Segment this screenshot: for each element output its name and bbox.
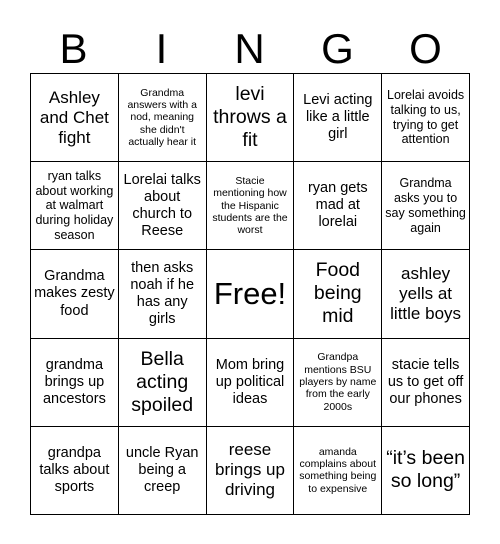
cell-text: ryan talks about working at walmart during holiday season	[35, 168, 114, 242]
bingo-cell[interactable]	[31, 74, 119, 162]
bingo-cell[interactable]	[207, 162, 295, 250]
cell-text: grandma brings up ancestors	[42, 356, 106, 407]
cell-text: reese brings up driving	[215, 440, 285, 500]
cell-text: Lorelai talks about church to Reese	[123, 171, 201, 239]
cell-text: Food being mid	[313, 259, 362, 328]
cell-text: Ashley and Chet fight	[39, 87, 109, 147]
cell-text: Bella acting spoiled	[131, 347, 194, 416]
bingo-cell[interactable]	[119, 250, 207, 338]
bingo-cell[interactable]	[207, 74, 295, 162]
header-letter-o: O	[409, 25, 443, 72]
cell-text: levi throws a fit	[213, 83, 287, 152]
cell-text: Stacie mentioning how the Hispanic students are the worst	[212, 174, 288, 237]
bingo-cell[interactable]	[382, 339, 470, 427]
bingo-cell[interactable]	[119, 339, 207, 427]
cell-text: ryan gets mad at lorelai	[307, 180, 368, 231]
header-letter-n: N	[234, 25, 266, 72]
cell-text: ashley yells at little boys	[390, 263, 462, 324]
cell-text: amanda complains about something being to expensive	[299, 445, 377, 495]
cell-text: uncle Ryan being a creep	[125, 444, 199, 495]
bingo-cell[interactable]	[31, 250, 119, 338]
cell-text: Free!	[213, 275, 287, 311]
cell-text: “it’s been so long”	[386, 447, 465, 493]
bingo-cell[interactable]	[31, 339, 119, 427]
free-space[interactable]	[207, 250, 295, 338]
bingo-cell[interactable]	[294, 250, 382, 338]
cell-text: then asks noah if he has any girls	[130, 259, 195, 328]
header-letter-g: G	[321, 25, 355, 72]
cell-text: Grandpa mentions BSU players by name from the early 2000s	[299, 351, 377, 413]
bingo-cell[interactable]	[207, 339, 295, 427]
cell-text: stacie tells us to get off our phones	[387, 356, 464, 407]
bingo-header	[30, 24, 470, 74]
bingo-cell[interactable]	[119, 427, 207, 515]
cell-text: Grandma answers with a nod, meaning she didn't actually hear it	[127, 86, 197, 149]
cell-text: Lorelai avoids talking to us, trying to get attention	[387, 88, 465, 147]
cell-text: grandpa talks about sports	[39, 444, 110, 495]
bingo-cell[interactable]	[382, 162, 470, 250]
cell-text: Grandma asks you to say something again	[385, 176, 466, 235]
bingo-cell[interactable]	[382, 250, 470, 338]
bingo-cell[interactable]	[294, 162, 382, 250]
header-letter-i: I	[155, 25, 169, 72]
bingo-cell[interactable]	[31, 162, 119, 250]
bingo-cell[interactable]	[31, 427, 119, 515]
bingo-cell[interactable]	[207, 427, 295, 515]
header-letter-b: B	[59, 25, 89, 72]
bingo-grid	[30, 73, 470, 515]
bingo-cell[interactable]	[294, 74, 382, 162]
bingo-cell[interactable]	[119, 74, 207, 162]
bingo-cell[interactable]	[382, 427, 470, 515]
bingo-cell[interactable]	[382, 74, 470, 162]
cell-text: Grandma makes zesty food	[34, 268, 115, 319]
cell-text: Levi acting like a little girl	[303, 91, 373, 143]
bingo-cell[interactable]	[294, 339, 382, 427]
cell-text: Mom bring up political ideas	[215, 356, 285, 407]
bingo-cell[interactable]	[119, 162, 207, 250]
bingo-cell[interactable]	[294, 427, 382, 515]
